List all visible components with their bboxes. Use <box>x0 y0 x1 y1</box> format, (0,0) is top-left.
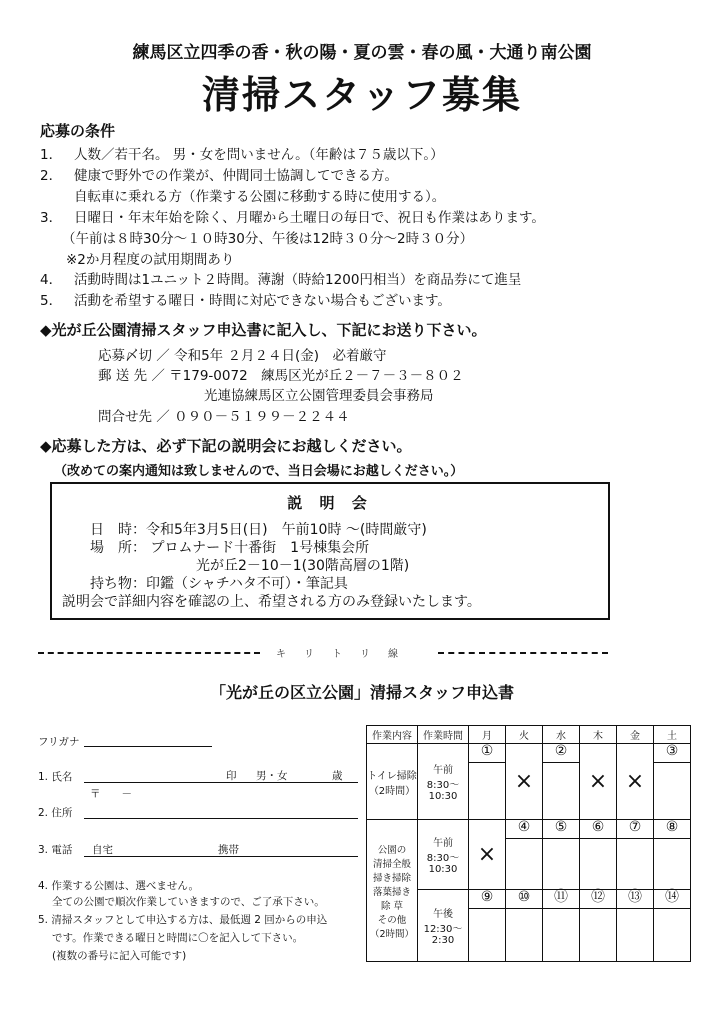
address-field[interactable] <box>84 818 358 819</box>
briefing-box-title: 説 明 会 <box>287 494 373 512</box>
header-mon: 月 <box>469 726 506 744</box>
slot-2[interactable] <box>543 744 580 820</box>
gender-options[interactable]: 男・女 <box>256 770 288 782</box>
time-end: 2:30 <box>431 935 455 946</box>
unavailable-mark: × <box>625 768 645 794</box>
condition-2b: 自転車に乗れる方（作業する公園に移動する時に使用する）。 <box>74 189 446 205</box>
slot-number: ⑨ <box>469 890 505 909</box>
time-label: 午前 <box>433 765 453 776</box>
slot-number: ⑫ <box>580 890 616 909</box>
slot-1[interactable] <box>469 744 506 820</box>
slot-7[interactable] <box>617 820 654 890</box>
mobile-phone-label: 携帯 <box>218 844 239 856</box>
time-start: 12:30～ <box>423 924 463 935</box>
condition-num: 5． <box>40 293 63 309</box>
slot-number: ⑪ <box>543 890 579 909</box>
conditions-heading: 応募の条件 <box>40 122 116 140</box>
note-4b: 全ての公園で順次作業していきますので、ご了承下さい。 <box>52 896 325 908</box>
briefing-heading: ◆応募した方は、必ず下記の説明会にお越しください。 <box>40 437 412 455</box>
note-4: 4. 作業する公園は、選べません。 <box>38 880 199 892</box>
address-label: 2. 住所 <box>38 807 73 819</box>
slot-4[interactable] <box>506 820 543 890</box>
slot-13[interactable] <box>617 890 654 962</box>
park-list-subtitle: 練馬区立四季の香・秋の陽・夏の雲・春の風・大通り南公園 <box>132 43 592 63</box>
slot-8[interactable] <box>654 820 691 890</box>
cut-line-right <box>438 652 608 654</box>
unavailable-mark: × <box>588 768 608 794</box>
slot-number: ⑧ <box>654 820 690 839</box>
seal-mark: 印 <box>226 770 237 782</box>
slot-number: ② <box>543 744 579 763</box>
slot-thu-am-toilet <box>580 744 617 820</box>
header-time: 作業時間 <box>418 726 469 744</box>
condition-2 <box>40 164 398 184</box>
postal-code-field[interactable]: 〒 － <box>90 788 132 800</box>
unavailable-mark: × <box>514 768 534 794</box>
task-toilet-label: トイレ掃除（2時間） <box>367 770 417 797</box>
slot-number: ⑤ <box>543 820 579 839</box>
task-toilet <box>367 744 418 820</box>
phone-field[interactable] <box>84 856 358 857</box>
task-park-line: 除 草 <box>380 900 404 912</box>
time-label: 午後 <box>433 909 453 920</box>
slot-number: ⑦ <box>617 820 653 839</box>
slot-number: ④ <box>506 820 542 839</box>
time-morning-2 <box>418 820 469 890</box>
briefing-note: （改めての案内通知は致しませんので、当日会場にお越しください。） <box>54 464 464 479</box>
header-wed: 水 <box>543 726 580 744</box>
condition-text: 活動を希望する曜日・時間に対応できない場合もございます。 <box>74 293 451 309</box>
task-park <box>367 820 418 962</box>
slot-5[interactable] <box>543 820 580 890</box>
condition-num: 4． <box>40 272 63 288</box>
slot-9[interactable] <box>469 890 506 962</box>
task-park-line: 掃き掃除 <box>372 872 411 884</box>
name-field[interactable] <box>84 782 358 783</box>
note-5b: です。作業できる曜日と時間に〇を記入して下さい。 <box>52 932 304 944</box>
page-title: 清掃スタッフ募集 <box>201 73 522 117</box>
contact-phone: 問合せ先 ／ ０９０－５１９９－２２４４ <box>98 409 350 425</box>
time-end: 10:30 <box>428 791 458 802</box>
slot-6[interactable] <box>580 820 617 890</box>
phone-label: 3. 電話 <box>38 844 73 856</box>
slot-12[interactable] <box>580 890 617 962</box>
condition-3 <box>40 206 545 226</box>
time-afternoon <box>418 890 469 962</box>
task-park-line: （2時間） <box>369 928 415 940</box>
condition-3b: （午前は８時30分～１０時30分、午後は12時３０分～2時３０分） <box>62 231 474 247</box>
home-phone-label: 自宅 <box>92 844 113 856</box>
condition-1 <box>40 143 444 163</box>
slot-14[interactable] <box>654 890 691 962</box>
furigana-label: フリガナ <box>38 736 80 748</box>
unavailable-mark: × <box>477 841 497 867</box>
briefing-place-address: 光が丘2－10－1(30階高層の1階) <box>196 558 410 574</box>
condition-num: 2． <box>40 168 63 184</box>
furigana-field[interactable] <box>84 746 212 747</box>
time-start: 8:30～ <box>426 780 460 791</box>
apply-heading: ◆光が丘公園清掃スタッフ申込書に記入し、下記にお送り下さい。 <box>40 321 487 339</box>
task-park-line: 落葉掃き <box>372 886 411 898</box>
time-end: 10:30 <box>428 864 458 875</box>
schedule-table <box>366 725 691 962</box>
condition-num: 1． <box>40 147 63 163</box>
briefing-items: 持ち物：印鑑（シャチハタ不可）・筆記具 <box>90 576 348 592</box>
condition-4 <box>40 268 521 288</box>
slot-number: ① <box>469 744 505 763</box>
name-label: 1. 氏名 <box>38 771 73 783</box>
task-park-line: 清掃全般 <box>372 858 411 870</box>
mail-address: 郵 送 先 ／ 〒179-0072 練馬区光が丘２－７－３－８０２ <box>98 368 464 384</box>
task-park-line: その他 <box>377 914 407 926</box>
condition-num: 3． <box>40 210 63 226</box>
header-fri: 金 <box>617 726 654 744</box>
condition-text: 人数／若干名。 男・女を問いません。（年齢は７５歳以下。） <box>74 147 444 163</box>
slot-mon-am-park <box>469 820 506 890</box>
cut-line-left <box>38 652 260 654</box>
slot-fri-am-toilet <box>617 744 654 820</box>
slot-number: ⑭ <box>654 890 690 909</box>
condition-3c: ※2か月程度の試用期間あり <box>66 252 235 268</box>
slot-10[interactable] <box>506 890 543 962</box>
condition-text: 健康で野外での作業が、仲間同士協調してできる方。 <box>74 168 398 184</box>
time-start: 8:30～ <box>426 853 460 864</box>
slot-number: ⑩ <box>506 890 542 909</box>
header-thu: 木 <box>580 726 617 744</box>
slot-number: ⑥ <box>580 820 616 839</box>
condition-5 <box>40 289 451 309</box>
task-park-line: 公園の <box>377 844 407 856</box>
slot-3[interactable] <box>654 744 691 820</box>
cut-line-label: キリトリ線 <box>276 649 416 660</box>
time-morning-1 <box>418 744 469 820</box>
briefing-footer: 説明会で詳細内容を確認の上、希望される方のみ登録いたします。 <box>62 594 481 610</box>
note-5: 5. 清掃スタッフとして申込する方は、最低週 2 回からの申込 <box>38 914 328 926</box>
deadline: 応募〆切 ／ 令和5年 ２月２４日(金) 必着厳守 <box>98 348 387 364</box>
briefing-place: 場 所： プロムナード十番街 1号棟集会所 <box>90 540 370 556</box>
slot-number: ③ <box>654 744 690 763</box>
slot-tue-am-toilet <box>506 744 543 820</box>
briefing-datetime: 日 時：令和5年3月5日(日) 午前10時 ～(時間厳守) <box>90 522 427 538</box>
slot-11[interactable] <box>543 890 580 962</box>
condition-text: 活動時間は1ユニット２時間。薄謝（時給1200円相当）を商品券にて進呈 <box>74 272 522 288</box>
header-sat: 土 <box>654 726 691 744</box>
note-5c: (複数の番号に記入可能です) <box>52 950 187 962</box>
slot-number: ⑬ <box>617 890 653 909</box>
form-title: 「光が丘の区立公園」清掃スタッフ申込書 <box>209 683 514 702</box>
office-name: 光連協練馬区立公園管理委員会事務局 <box>204 388 434 404</box>
header-tue: 火 <box>506 726 543 744</box>
header-task: 作業内容 <box>367 726 418 744</box>
age-label: 歳 <box>332 770 343 782</box>
briefing-box <box>50 482 610 620</box>
time-label: 午前 <box>433 838 453 849</box>
condition-text: 日曜日・年末年始を除く、月曜から土曜日の毎日で、祝日も作業はあります。 <box>74 210 545 226</box>
